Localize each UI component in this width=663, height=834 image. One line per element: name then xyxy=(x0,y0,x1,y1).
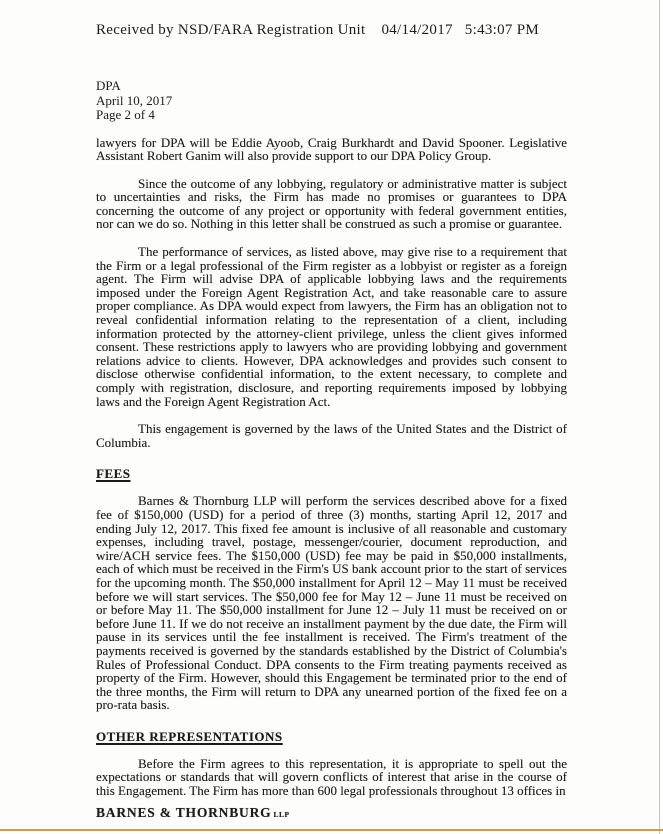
paragraph-fees: Barnes & Thornburg LLP will perform the services described above for a fixed fee of $150,000 (USD) for a period of three (3) months, starting April 12, 2017 and ending July 12, 2017. This fixed fee amount is inclusive of all reasonable and customary expenses, including travel, postage, messenger/courier, document reproduction, and wire/ACH service fees. The $150,000 (USD) fee may be paid in $50,000 installments, each of which must be received in the Firm's US bank account prior to the start of services for the upcoming month. The $50,000 installment for April 12 – May 11 must be received before we will start services. The $50,000 fee for May 12 – June 11 must be received on or before May 11. The $50,000 installment for June 12 – July 11 must be received on or before June 11. If we do not receive an installment payment by the due date, the Firm will pause in its services until the fee installment is received. The Firm's treatment of the payments received is governed by the standards established by the District of Columbia's Rules of Professional Conduct. DPA consents to the Firm treating payments received as property of the Firm. However, should this Engagement be terminated prior to the end of the three months, the Firm will return to DPA any unearned portion of the fixed fee on a pro-rata basis. xyxy=(96,493,567,713)
letter-body xyxy=(96,79,567,821)
fara-received-stamp xyxy=(96,0,663,39)
address-block xyxy=(96,79,567,123)
scan-artifact-bottom-line xyxy=(0,829,663,831)
firm-wordmark-llp: LLP xyxy=(273,809,290,819)
firm-wordmark xyxy=(96,805,567,821)
address-page-number: Page 2 of 4 xyxy=(96,107,155,122)
address-recipient: DPA xyxy=(96,78,121,93)
section-heading-other-representations: OTHER REPRESENTATIONS xyxy=(96,728,283,744)
firm-wordmark-name: BARNES & THORNBURG xyxy=(96,804,272,820)
stamp-time: 5:43:07 PM xyxy=(464,22,540,38)
paragraph-no-promises: Since the outcome of any lobbying, regulatory or administrative matter is subject to uncertainties and risks, the Firm has made no promises or guarantees to DPA concerning the outcome of any project or opportunity with federal government entities, nor can we do so. Nothing in this letter shall be construed as such a promise or guarantee. xyxy=(96,175,567,232)
address-date: April 10, 2017 xyxy=(96,92,173,108)
stamp-date: 04/14/2017 xyxy=(381,22,453,38)
stamp-label: Received by NSD/FARA Registration Unit xyxy=(96,22,366,38)
section-heading-fees: FEES xyxy=(96,466,131,482)
paragraph-other-representations: Before the Firm agrees to this representation, it is appropriate to spell out the expectations or standards that will govern conflicts of interest that arise in the course of this Engagement. The Firm has more than 600 legal professionals throughout 13 offices in xyxy=(96,755,567,799)
paragraph-registration-confidentiality: The performance of services, as listed above, may give rise to a requirement that the Firm or a legal professional of the Firm register as a lobbyist or register as a foreign agent. The Firm will advise DPA of applicable lobbying laws and the requirements imposed under the Foreign Agent Registration Act, and take reasonable care to assure proper compliance. As DPA would expect from lawyers, the Firm has an obligation not to reveal confidential information relating to the representation of a client, including information protected by the attorney-client privilege, unless the client gives informed consent. These restrictions apply to lawyers who are providing lobbying and government relations advice to clients. However, DPA acknowledges and provides such consent to disclose otherwise confidential information, to the extent necessary, to complete and comply with registration, disclosure, and reporting requirements imposed by lobbying laws and the Foreign Agent Registration Act. xyxy=(96,244,567,409)
paragraph-governing-law: This engagement is governed by the laws of the United States and the District of Columbia. xyxy=(96,421,567,450)
paragraph-continuation: lawyers for DPA will be Eddie Ayoob, Craig Burkhardt and David Spooner. Legislative Assistant Robert Ganim will also provide support to our DPA Policy Group. xyxy=(96,134,567,164)
scan-artifact-right-edge xyxy=(659,0,660,834)
